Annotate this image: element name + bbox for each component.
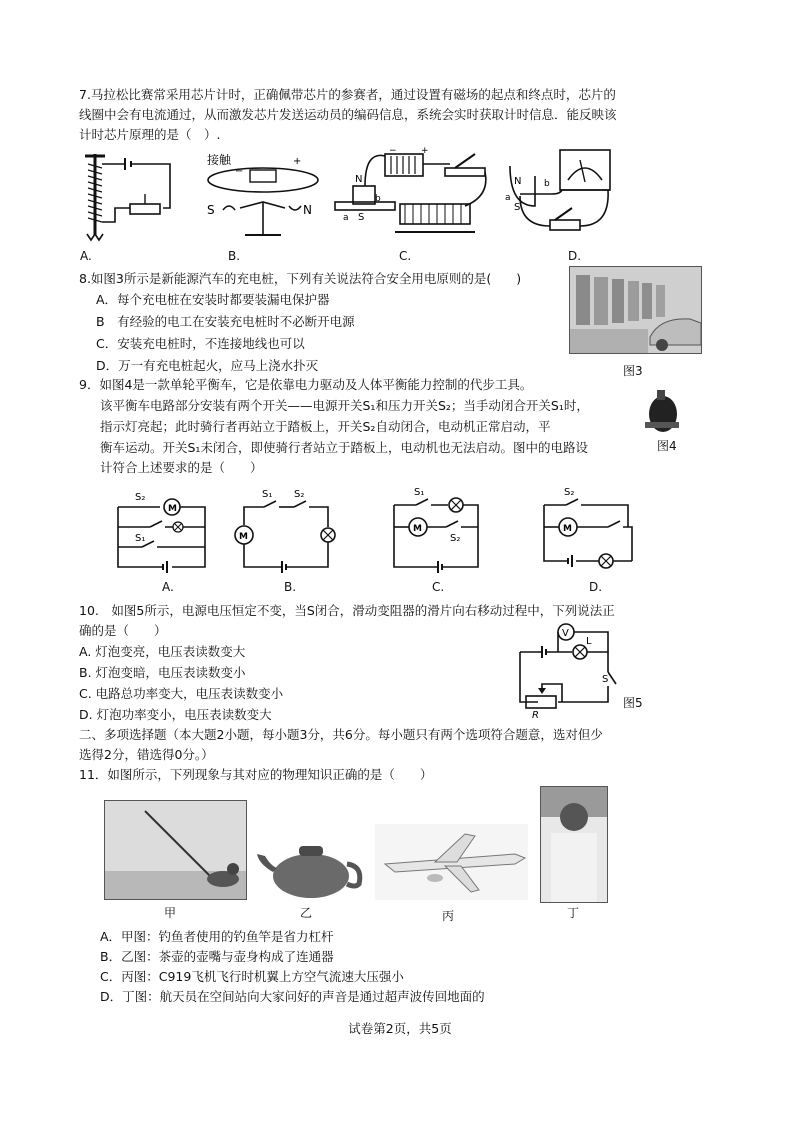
svg-text:+: + xyxy=(421,146,429,156)
q8-option-a: A．每个充电桩在安装时都要装漏电保护器 xyxy=(96,292,330,307)
q9-d-s2: S₂ xyxy=(564,487,575,498)
svg-text:M: M xyxy=(413,524,422,534)
svg-text:M: M xyxy=(563,524,572,534)
q8-charging-station-photo xyxy=(569,266,702,354)
svg-text:N: N xyxy=(303,203,312,217)
q9-option-d-label: D. xyxy=(589,580,603,594)
q11-photo-bing-airplane xyxy=(375,824,528,900)
q10-option-c: C. 电路总功率变大，电压表读数变小 xyxy=(79,686,284,701)
q9-b-s2: S₂ xyxy=(294,489,305,500)
q7-option-b-label: B. xyxy=(228,249,241,263)
q11-label-yi: 乙 xyxy=(300,906,313,920)
q7-figure-a-electromagnet xyxy=(75,150,190,245)
q10-option-b: B. 灯泡变暗，电压表读数变小 xyxy=(79,665,246,680)
q9-balance-car-photo xyxy=(641,386,681,436)
q11-option-a: A．甲图：钓鱼者使用的钓鱼竿是省力杠杆 xyxy=(100,929,334,944)
q10-r-label: R xyxy=(532,710,539,721)
q11-stem: 11．如图所示，下列现象与其对应的物理知识正确的是（ ） xyxy=(79,767,433,782)
q7-b-touch-text: 接触 xyxy=(207,153,232,167)
q11-label-jia: 甲 xyxy=(164,906,177,920)
q8-option-d: D．万一有充电桩起火，应马上浇水扑灭 xyxy=(96,358,319,373)
q11-option-d: D．丁图：航天员在空间站向大家问好的声音是通过超声波传回地面的 xyxy=(100,989,485,1004)
q7-figure-d-generator xyxy=(500,146,630,241)
q8-option-b: B 有经验的电工在安装充电桩时不必断开电源 xyxy=(96,314,355,329)
q11-photo-yi-teapot xyxy=(255,836,365,902)
section2-heading-line-1: 二、多项选择题（本大题2小题，每小题3分，共6分。每小题只有两个选项符合题意，选对但少 xyxy=(79,727,603,742)
q9-circuit-d xyxy=(536,485,646,575)
q11-label-ding: 丁 xyxy=(567,906,580,920)
q9-c-s2: S₂ xyxy=(450,533,461,544)
q10-v-label: V xyxy=(562,628,569,639)
q10-stem-line-2: 确的是（ ） xyxy=(79,623,167,638)
q9-option-b-label: B. xyxy=(284,580,297,594)
svg-text:a: a xyxy=(343,213,349,223)
q7-option-d-label: D. xyxy=(568,249,582,263)
q10-figure-label: 图5 xyxy=(623,696,643,710)
q7-figure-b-oersted xyxy=(205,150,320,245)
q9-figure-label: 图4 xyxy=(657,439,677,453)
q7-option-c-label: C. xyxy=(399,249,412,263)
svg-text:a: a xyxy=(505,193,511,203)
section2-heading-line-2: 选得2分，错选得0分。） xyxy=(79,747,214,762)
q10-option-a: A. 灯泡变亮，电压表读数变大 xyxy=(79,644,246,659)
q9-stem-line-3: 指示灯亮起；此时骑行者再站立于踏板上，开关S₂自动闭合，电动机正常启动，平 xyxy=(100,419,551,434)
q9-circuit-a xyxy=(110,485,220,575)
q7-stem-line-1: 7.马拉松比赛常采用芯片计时，正确佩带芯片的参赛者，通过设置有磁场的起点和终点时，芯片的 xyxy=(79,87,616,102)
q7-figure-c-motor xyxy=(325,146,485,241)
q9-option-a-label: A. xyxy=(162,580,174,594)
q9-circuit-b xyxy=(232,485,342,575)
q11-label-bing: 丙 xyxy=(442,909,455,923)
svg-text:N: N xyxy=(355,174,363,185)
svg-text:M: M xyxy=(168,504,177,514)
q11-photo-ding-astronaut xyxy=(540,786,608,903)
q8-figure-label: 图3 xyxy=(623,364,643,378)
q11-photo-jia-fishing xyxy=(104,800,247,900)
q9-stem-line-2: 该平衡车电路部分安装有两个开关——电源开关S₁和压力开关S₂；当手动闭合开关S₁时， xyxy=(100,398,589,413)
svg-text:b: b xyxy=(544,179,550,189)
q11-option-b: B．乙图：茶壶的壶嘴与壶身构成了连通器 xyxy=(100,949,334,964)
q7-stem-line-2: 线圈中会有电流通过，从而激发芯片发送运动员的编码信息，系统会实时获取计时信息．能反映该 xyxy=(79,107,617,122)
svg-text:S: S xyxy=(207,203,215,217)
q8-stem: 8.如图3所示是新能源汽车的充电桩，下列有关说法符合安全用电原则的是( ) xyxy=(79,271,522,286)
q7-option-a-label: A. xyxy=(80,249,92,263)
q10-option-d: D. 灯泡功率变小，电压表读数变大 xyxy=(79,707,272,722)
q9-stem-line-4: 衡车运动。开关S₁未闭合，即使骑行者站立于踏板上，电动机也无法启动。图中的电路设 xyxy=(100,440,588,455)
svg-text:M: M xyxy=(239,532,248,542)
q9-stem-line-5: 计符合上述要求的是（ ） xyxy=(100,460,263,475)
q9-a-s1: S₁ xyxy=(135,533,146,544)
svg-text:S: S xyxy=(514,202,521,213)
svg-text:+: + xyxy=(293,156,302,167)
q10-stem-line-1: 10. 如图5所示，电源电压恒定不变，当S闭合，滑动变阻器的滑片向右移动过程中，下列说法正 xyxy=(79,603,615,618)
q10-s-label: S xyxy=(602,674,609,685)
q10-circuit-figure xyxy=(512,622,627,721)
q9-a-s2: S₂ xyxy=(135,492,146,503)
q9-circuit-c xyxy=(386,485,496,575)
q9-stem-line-1: 9．如图4是一款单轮平衡车，它是依靠电力驱动及人体平衡能力控制的代步工具。 xyxy=(79,377,533,392)
q9-option-c-label: C. xyxy=(432,580,445,594)
q9-b-s1: S₁ xyxy=(262,489,273,500)
page-footer: 试卷第2页，共5页 xyxy=(348,1021,452,1036)
q8-option-c: C．安装充电桩时，不连接地线也可以 xyxy=(96,336,305,351)
svg-text:−: − xyxy=(389,146,397,156)
svg-text:b: b xyxy=(375,194,381,204)
q7-stem-line-3: 计时芯片原理的是（ ）. xyxy=(79,127,221,142)
q10-l-label: L xyxy=(586,636,592,647)
q11-option-c: C．丙图：C919飞机飞行时机翼上方空气流速大压强小 xyxy=(100,969,404,984)
svg-text:N: N xyxy=(514,176,522,187)
svg-text:−: − xyxy=(235,166,244,177)
svg-text:S: S xyxy=(358,212,365,223)
q9-c-s1: S₁ xyxy=(414,487,425,498)
